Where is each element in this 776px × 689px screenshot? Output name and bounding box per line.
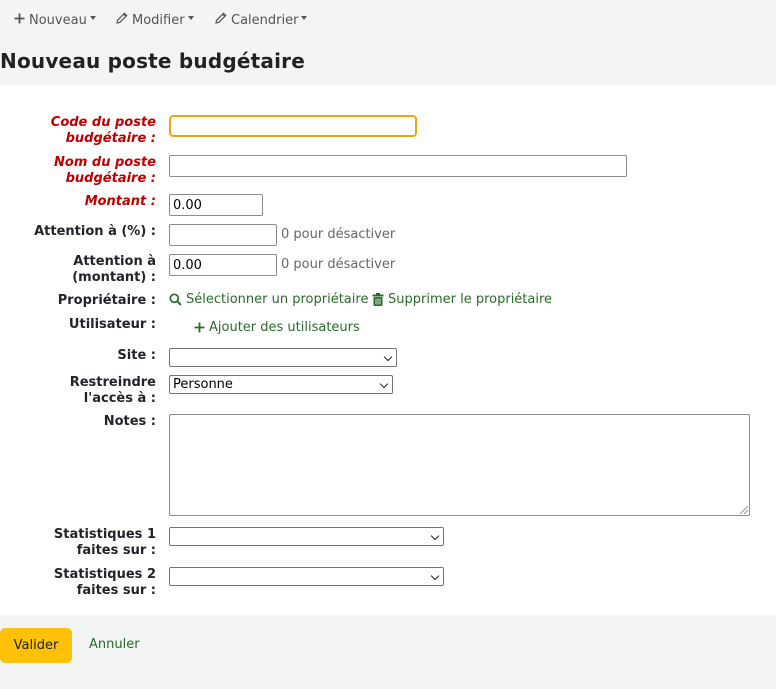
warn-amount-input[interactable] — [169, 254, 277, 276]
select-owner-label: Sélectionner un propriétaire — [186, 292, 369, 307]
cancel-link[interactable]: Annuler — [89, 637, 140, 652]
plus-icon — [14, 12, 25, 28]
remove-owner-label: Supprimer le propriétaire — [388, 292, 553, 307]
stat1-select[interactable] — [169, 527, 444, 546]
page-title: Nouveau poste budgétaire — [0, 49, 305, 73]
warn-amount-label — [72, 254, 156, 286]
pencil-icon — [215, 12, 227, 28]
caret-down-icon — [90, 16, 96, 20]
plus-icon — [194, 322, 205, 333]
trash-icon — [372, 293, 384, 306]
restrict-label-line1: Restreindre — [69, 375, 156, 390]
warn-amount-label-line1: Attention à — [73, 254, 156, 269]
restrict-label-line2: l'accès à : — [83, 391, 156, 406]
warn-amount-hint: 0 pour désactiver — [281, 257, 396, 272]
restrict-label — [70, 375, 156, 407]
caret-down-icon — [188, 16, 194, 20]
submit-button[interactable]: Valider — [0, 628, 72, 663]
form-panel — [0, 85, 776, 615]
stat1-label-line2: faites sur : — [76, 543, 156, 558]
name-input[interactable] — [169, 155, 627, 177]
stat2-label-line1: Statistiques 2 — [53, 567, 156, 582]
calendar-dropdown-button[interactable] — [215, 10, 307, 30]
name-label-line1: Nom du poste — [54, 155, 156, 170]
pencil-icon — [116, 12, 128, 28]
notes-label: Notes : — [103, 414, 156, 429]
code-label — [51, 115, 156, 147]
notes-textarea[interactable] — [169, 414, 750, 516]
stat2-select[interactable] — [169, 567, 444, 586]
users-label: Utilisateur : — [68, 317, 156, 332]
edit-dropdown-button[interactable] — [116, 10, 194, 30]
warn-pct-label: Attention à (%) : — [34, 224, 156, 239]
restrict-selected-value: Personne — [173, 377, 233, 392]
name-label — [54, 155, 156, 187]
restrict-select[interactable] — [169, 375, 393, 394]
site-label: Site : — [117, 348, 156, 363]
stat2-label — [54, 567, 156, 599]
code-input[interactable] — [169, 115, 417, 137]
warn-amount-label-line2: (montant) : — [72, 270, 156, 285]
new-dropdown-button[interactable] — [14, 10, 96, 30]
amount-label: Montant : — [84, 194, 156, 209]
toolbar — [0, 0, 776, 40]
resize-grip-icon[interactable] — [740, 506, 748, 514]
warn-pct-input[interactable] — [169, 224, 277, 246]
remove-owner-link[interactable] — [372, 292, 552, 307]
stat1-label — [54, 527, 156, 559]
search-icon — [169, 293, 182, 306]
code-label-line2: budgétaire : — [65, 131, 156, 146]
new-label: Nouveau — [29, 12, 87, 28]
form-actions — [0, 615, 776, 689]
add-users-label: Ajouter des utilisateurs — [209, 320, 360, 335]
add-users-link[interactable] — [194, 320, 360, 335]
site-select[interactable] — [169, 348, 397, 367]
select-owner-link[interactable] — [169, 292, 368, 307]
edit-label: Modifier — [132, 12, 185, 28]
stat2-label-line2: faites sur : — [76, 583, 156, 598]
name-label-line2: budgétaire : — [65, 171, 156, 186]
owner-label: Propriétaire : — [57, 293, 156, 308]
code-label-line1: Code du poste — [50, 115, 156, 130]
amount-input[interactable] — [169, 194, 263, 216]
warn-pct-hint: 0 pour désactiver — [281, 227, 396, 242]
calendar-label: Calendrier — [231, 12, 299, 28]
stat1-label-line1: Statistiques 1 — [53, 527, 156, 542]
caret-down-icon — [301, 16, 307, 20]
